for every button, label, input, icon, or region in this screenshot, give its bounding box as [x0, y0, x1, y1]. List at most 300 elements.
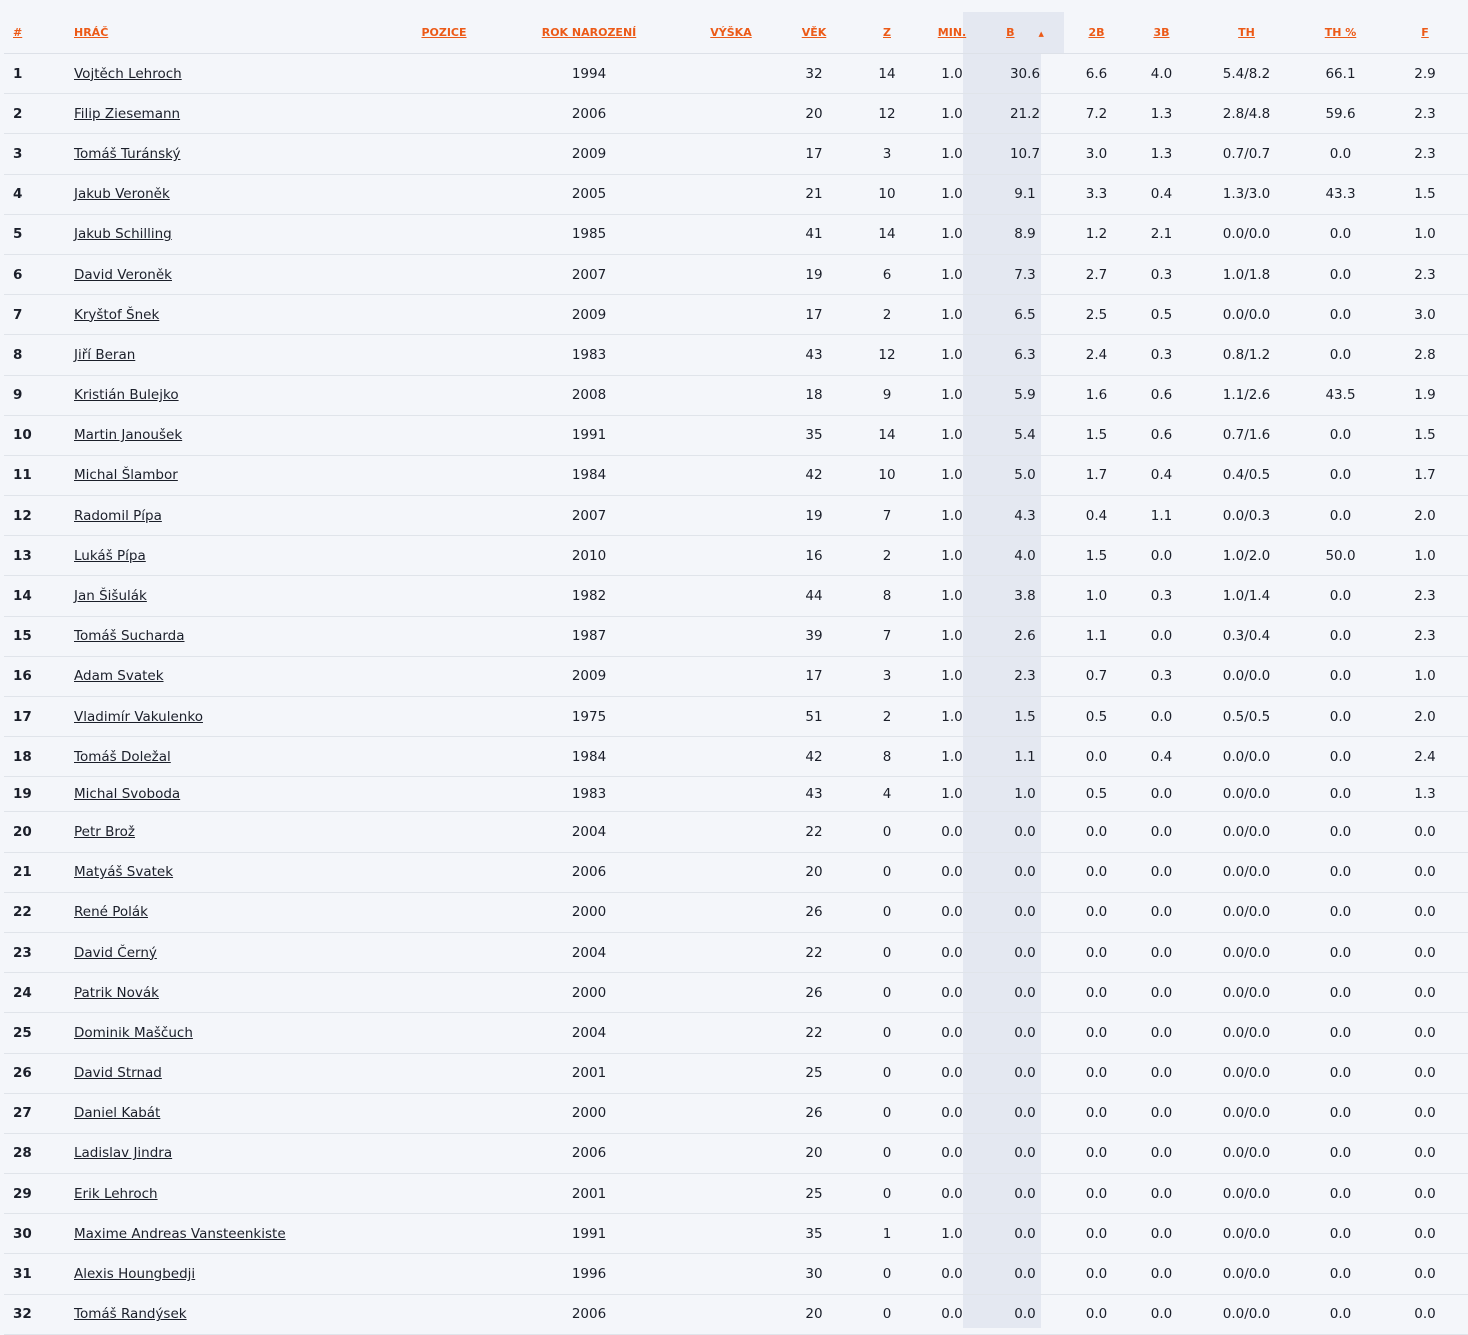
points-cell: 21.2 — [986, 94, 1064, 134]
points-cell: 0.0 — [986, 973, 1064, 1013]
age-cell: 43 — [772, 777, 856, 812]
header-rank[interactable]: # — [4, 12, 70, 54]
position-cell — [400, 777, 488, 812]
free-throw-pct-cell: 0.0 — [1299, 973, 1382, 1013]
table-row — [4, 932, 1468, 972]
table-row — [4, 812, 1468, 852]
points-cell: 4.0 — [986, 536, 1064, 576]
player-name-link[interactable]: Filip Ziesemann — [74, 105, 181, 122]
height-cell — [690, 1174, 772, 1214]
games-cell: 12 — [856, 335, 918, 375]
three-pointers-cell: 1.3 — [1129, 134, 1194, 174]
birth-year-cell: 1983 — [488, 335, 690, 375]
minutes-cell: 0.0 — [918, 1093, 986, 1133]
position-cell — [400, 134, 488, 174]
position-cell — [400, 737, 488, 777]
header-free-throw-pct[interactable]: TH % — [1299, 12, 1382, 54]
two-pointers-cell: 3.0 — [1064, 134, 1129, 174]
height-cell — [690, 94, 772, 134]
age-cell: 20 — [772, 1294, 856, 1334]
free-throws-cell: 0.0/0.0 — [1194, 1254, 1299, 1294]
height-cell — [690, 254, 772, 294]
player-name-link[interactable]: Erik Lehroch — [74, 1185, 158, 1202]
games-cell: 10 — [856, 174, 918, 214]
games-cell: 6 — [856, 254, 918, 294]
two-pointers-cell: 7.2 — [1064, 94, 1129, 134]
two-pointers-cell: 1.5 — [1064, 536, 1129, 576]
rank-cell: 1 — [4, 54, 70, 94]
height-cell — [690, 536, 772, 576]
free-throws-cell: 0.0/0.0 — [1194, 852, 1299, 892]
table-row — [4, 335, 1468, 375]
free-throws-cell: 1.1/2.6 — [1194, 375, 1299, 415]
three-pointers-cell: 0.0 — [1129, 1294, 1194, 1334]
three-pointers-cell: 1.1 — [1129, 496, 1194, 536]
rank-cell: 26 — [4, 1053, 70, 1093]
games-cell: 1 — [856, 1214, 918, 1254]
games-cell: 2 — [856, 295, 918, 335]
table-row — [4, 1093, 1468, 1133]
fouls-cell: 1.5 — [1382, 174, 1468, 214]
two-pointers-cell: 0.0 — [1064, 1053, 1129, 1093]
sort-arrow-icon: ▲ — [1038, 30, 1044, 38]
three-pointers-cell: 4.0 — [1129, 54, 1194, 94]
free-throw-pct-cell: 0.0 — [1299, 737, 1382, 777]
free-throw-pct-cell: 0.0 — [1299, 496, 1382, 536]
header-height[interactable]: VÝŠKA — [690, 12, 772, 54]
header-games[interactable]: Z — [856, 12, 918, 54]
free-throws-cell: 2.8/4.8 — [1194, 94, 1299, 134]
three-pointers-cell: 0.0 — [1129, 777, 1194, 812]
height-cell — [690, 174, 772, 214]
table-row — [4, 455, 1468, 495]
two-pointers-cell: 6.6 — [1064, 54, 1129, 94]
header-minutes[interactable]: MIN. — [918, 12, 986, 54]
player-name-link[interactable]: David Veroněk — [74, 266, 172, 283]
free-throws-cell: 0.5/0.5 — [1194, 697, 1299, 737]
table-body — [4, 54, 1468, 1335]
player-name-link[interactable]: Tomáš Doležal — [74, 748, 171, 765]
height-cell — [690, 455, 772, 495]
player-name-link[interactable]: Kryštof Šnek — [74, 306, 160, 323]
fouls-cell: 2.3 — [1382, 254, 1468, 294]
free-throws-cell: 1.3/3.0 — [1194, 174, 1299, 214]
table-row — [4, 496, 1468, 536]
table-row — [4, 1294, 1468, 1334]
minutes-cell: 0.0 — [918, 1133, 986, 1173]
header-age[interactable]: VĚK — [772, 12, 856, 54]
minutes-cell: 1.0 — [918, 697, 986, 737]
fouls-cell: 0.0 — [1382, 1093, 1468, 1133]
header-position[interactable]: POZICE — [400, 12, 488, 54]
minutes-cell: 0.0 — [918, 1053, 986, 1093]
height-cell — [690, 1053, 772, 1093]
header-points[interactable] — [986, 12, 1064, 54]
age-cell: 43 — [772, 335, 856, 375]
age-cell: 30 — [772, 1254, 856, 1294]
two-pointers-cell: 0.0 — [1064, 1174, 1129, 1214]
games-cell: 14 — [856, 54, 918, 94]
height-cell — [690, 892, 772, 932]
age-cell: 32 — [772, 54, 856, 94]
player-name-cell — [70, 1254, 400, 1294]
rank-cell: 9 — [4, 375, 70, 415]
player-name-link[interactable]: David Černý — [74, 944, 157, 961]
player-name-link[interactable]: René Polák — [74, 904, 148, 921]
points-cell: 4.3 — [986, 496, 1064, 536]
games-cell: 3 — [856, 656, 918, 696]
three-pointers-cell: 0.0 — [1129, 812, 1194, 852]
player-name-link[interactable]: Dominik Maščuch — [74, 1024, 193, 1041]
rank-cell: 25 — [4, 1013, 70, 1053]
player-name-link[interactable]: Martin Janoušek — [74, 427, 183, 444]
games-cell: 7 — [856, 496, 918, 536]
minutes-cell: 0.0 — [918, 892, 986, 932]
free-throws-cell: 0.0/0.0 — [1194, 1093, 1299, 1133]
header-fouls[interactable]: F — [1382, 12, 1468, 54]
free-throw-pct-cell: 0.0 — [1299, 214, 1382, 254]
position-cell — [400, 54, 488, 94]
player-name-link[interactable]: Petr Brož — [74, 823, 135, 840]
three-pointers-cell: 0.0 — [1129, 1133, 1194, 1173]
age-cell: 35 — [772, 415, 856, 455]
three-pointers-cell: 0.0 — [1129, 932, 1194, 972]
rank-cell: 17 — [4, 697, 70, 737]
header-two-pointers[interactable]: 2B — [1064, 12, 1129, 54]
fouls-cell: 0.0 — [1382, 1294, 1468, 1334]
position-cell — [400, 1093, 488, 1133]
free-throw-pct-cell: 43.5 — [1299, 375, 1382, 415]
player-name-link[interactable]: David Strnad — [74, 1065, 162, 1082]
points-cell: 0.0 — [986, 1093, 1064, 1133]
points-cell: 30.6 — [986, 54, 1064, 94]
age-cell: 39 — [772, 616, 856, 656]
table-row — [4, 1254, 1468, 1294]
position-cell — [400, 1013, 488, 1053]
table-row — [4, 1174, 1468, 1214]
games-cell: 2 — [856, 536, 918, 576]
minutes-cell: 1.0 — [918, 295, 986, 335]
birth-year-cell: 2006 — [488, 852, 690, 892]
free-throws-cell: 0.0/0.0 — [1194, 1013, 1299, 1053]
birth-year-cell: 1987 — [488, 616, 690, 656]
player-name-link[interactable]: Radomil Pípa — [74, 507, 162, 524]
rank-cell: 22 — [4, 892, 70, 932]
birth-year-cell: 1984 — [488, 455, 690, 495]
games-cell: 0 — [856, 812, 918, 852]
position-cell — [400, 174, 488, 214]
age-cell: 18 — [772, 375, 856, 415]
free-throw-pct-cell: 43.3 — [1299, 174, 1382, 214]
points-cell: 0.0 — [986, 1053, 1064, 1093]
fouls-cell: 0.0 — [1382, 1214, 1468, 1254]
header-player[interactable]: HRÁČ — [70, 12, 400, 54]
points-cell: 0.0 — [986, 852, 1064, 892]
three-pointers-cell: 0.0 — [1129, 1013, 1194, 1053]
minutes-cell: 1.0 — [918, 616, 986, 656]
rank-cell: 27 — [4, 1093, 70, 1133]
free-throw-pct-cell: 0.0 — [1299, 134, 1382, 174]
two-pointers-cell: 0.0 — [1064, 973, 1129, 1013]
birth-year-cell: 2007 — [488, 496, 690, 536]
points-cell: 2.3 — [986, 656, 1064, 696]
table-row — [4, 1013, 1468, 1053]
player-name-link[interactable]: Patrik Novák — [74, 984, 159, 1001]
three-pointers-cell: 0.4 — [1129, 737, 1194, 777]
header-three-pointers[interactable]: 3B — [1129, 12, 1194, 54]
birth-year-cell: 2000 — [488, 1093, 690, 1133]
player-name-link[interactable]: Vojtěch Lehroch — [74, 65, 182, 82]
two-pointers-cell: 0.5 — [1064, 777, 1129, 812]
free-throw-pct-cell: 0.0 — [1299, 812, 1382, 852]
age-cell: 19 — [772, 496, 856, 536]
table-row — [4, 536, 1468, 576]
two-pointers-cell: 0.0 — [1064, 812, 1129, 852]
games-cell: 0 — [856, 973, 918, 1013]
fouls-cell: 1.0 — [1382, 536, 1468, 576]
birth-year-cell: 1991 — [488, 415, 690, 455]
three-pointers-cell: 0.0 — [1129, 1174, 1194, 1214]
games-cell: 0 — [856, 1013, 918, 1053]
two-pointers-cell: 2.4 — [1064, 335, 1129, 375]
fouls-cell: 1.9 — [1382, 375, 1468, 415]
birth-year-cell: 2010 — [488, 536, 690, 576]
player-name-cell — [70, 932, 400, 972]
points-cell: 5.0 — [986, 455, 1064, 495]
games-cell: 8 — [856, 737, 918, 777]
height-cell — [690, 295, 772, 335]
minutes-cell: 1.0 — [918, 576, 986, 616]
player-name-link[interactable]: Jakub Veroněk — [74, 186, 170, 203]
table-row — [4, 973, 1468, 1013]
three-pointers-cell: 0.3 — [1129, 576, 1194, 616]
player-name-link[interactable]: Maxime Andreas Vansteenkiste — [74, 1225, 286, 1242]
birth-year-cell: 2004 — [488, 812, 690, 852]
fouls-cell: 0.0 — [1382, 1133, 1468, 1173]
games-cell: 0 — [856, 1093, 918, 1133]
games-cell: 8 — [856, 576, 918, 616]
table-row — [4, 616, 1468, 656]
position-cell — [400, 576, 488, 616]
player-name-link[interactable]: Ladislav Jindra — [74, 1145, 173, 1162]
rank-cell: 14 — [4, 576, 70, 616]
rank-cell: 19 — [4, 777, 70, 812]
player-name-cell — [70, 496, 400, 536]
player-name-cell — [70, 576, 400, 616]
birth-year-cell: 1975 — [488, 697, 690, 737]
age-cell: 17 — [772, 295, 856, 335]
points-cell: 1.5 — [986, 697, 1064, 737]
games-cell: 0 — [856, 1133, 918, 1173]
header-free-throws[interactable]: TH — [1194, 12, 1299, 54]
two-pointers-cell: 1.5 — [1064, 415, 1129, 455]
player-name-link[interactable]: Alexis Houngbedji — [74, 1266, 196, 1283]
player-name-link[interactable]: Adam Svatek — [74, 668, 164, 685]
games-cell: 0 — [856, 1053, 918, 1093]
height-cell — [690, 812, 772, 852]
player-name-link[interactable]: Lukáš Pípa — [74, 547, 146, 564]
table-row — [4, 892, 1468, 932]
height-cell — [690, 1294, 772, 1334]
two-pointers-cell: 0.5 — [1064, 697, 1129, 737]
free-throw-pct-cell: 0.0 — [1299, 1254, 1382, 1294]
two-pointers-cell: 0.0 — [1064, 1013, 1129, 1053]
player-name-cell — [70, 892, 400, 932]
two-pointers-cell: 0.7 — [1064, 656, 1129, 696]
games-cell: 14 — [856, 214, 918, 254]
height-cell — [690, 656, 772, 696]
player-name-link[interactable]: Jakub Schilling — [74, 226, 172, 243]
player-name-link[interactable]: Daniel Kabát — [74, 1105, 161, 1122]
three-pointers-cell: 0.0 — [1129, 1214, 1194, 1254]
rank-cell: 10 — [4, 415, 70, 455]
two-pointers-cell: 0.0 — [1064, 1093, 1129, 1133]
fouls-cell: 1.3 — [1382, 777, 1468, 812]
height-cell — [690, 1254, 772, 1294]
birth-year-cell: 1984 — [488, 737, 690, 777]
player-name-cell — [70, 697, 400, 737]
minutes-cell: 1.0 — [918, 335, 986, 375]
fouls-cell: 2.9 — [1382, 54, 1468, 94]
player-name-cell — [70, 812, 400, 852]
free-throws-cell: 1.0/1.4 — [1194, 576, 1299, 616]
games-cell: 0 — [856, 892, 918, 932]
minutes-cell: 1.0 — [918, 656, 986, 696]
free-throws-cell: 0.0/0.0 — [1194, 1133, 1299, 1173]
age-cell: 22 — [772, 812, 856, 852]
fouls-cell: 1.0 — [1382, 214, 1468, 254]
free-throw-pct-cell: 0.0 — [1299, 932, 1382, 972]
birth-year-cell: 2007 — [488, 254, 690, 294]
player-name-link[interactable]: Tomáš Randýsek — [74, 1306, 187, 1323]
two-pointers-cell: 1.7 — [1064, 455, 1129, 495]
points-cell: 5.9 — [986, 375, 1064, 415]
table-row — [4, 375, 1468, 415]
player-name-cell — [70, 1053, 400, 1093]
minutes-cell: 1.0 — [918, 455, 986, 495]
free-throw-pct-cell: 0.0 — [1299, 852, 1382, 892]
games-cell: 0 — [856, 1294, 918, 1334]
free-throw-pct-cell: 0.0 — [1299, 254, 1382, 294]
two-pointers-cell: 2.5 — [1064, 295, 1129, 335]
fouls-cell: 2.4 — [1382, 737, 1468, 777]
player-name-link[interactable]: Tomáš Sucharda — [74, 628, 185, 645]
points-cell: 7.3 — [986, 254, 1064, 294]
rank-cell: 18 — [4, 737, 70, 777]
fouls-cell: 0.0 — [1382, 892, 1468, 932]
minutes-cell: 1.0 — [918, 254, 986, 294]
fouls-cell: 2.3 — [1382, 576, 1468, 616]
player-name-cell — [70, 1294, 400, 1334]
fouls-cell: 0.0 — [1382, 1013, 1468, 1053]
minutes-cell: 1.0 — [918, 174, 986, 214]
free-throws-cell: 1.0/2.0 — [1194, 536, 1299, 576]
age-cell: 20 — [772, 1133, 856, 1173]
free-throw-pct-cell: 0.0 — [1299, 455, 1382, 495]
games-cell: 0 — [856, 1174, 918, 1214]
age-cell: 26 — [772, 973, 856, 1013]
points-cell: 6.5 — [986, 295, 1064, 335]
birth-year-cell: 1994 — [488, 54, 690, 94]
free-throw-pct-cell: 50.0 — [1299, 536, 1382, 576]
position-cell — [400, 616, 488, 656]
free-throw-pct-cell: 0.0 — [1299, 892, 1382, 932]
height-cell — [690, 214, 772, 254]
minutes-cell: 1.0 — [918, 54, 986, 94]
games-cell: 3 — [856, 134, 918, 174]
birth-year-cell: 1991 — [488, 1214, 690, 1254]
games-cell: 9 — [856, 375, 918, 415]
age-cell: 51 — [772, 697, 856, 737]
two-pointers-cell: 0.4 — [1064, 496, 1129, 536]
minutes-cell: 1.0 — [918, 415, 986, 455]
position-cell — [400, 455, 488, 495]
minutes-cell: 1.0 — [918, 536, 986, 576]
player-name-link[interactable]: Vladimír Vakulenko — [74, 708, 203, 725]
position-cell — [400, 94, 488, 134]
header-birth-year[interactable]: ROK NAROZENÍ — [488, 12, 690, 54]
player-name-link[interactable]: Tomáš Turánský — [74, 145, 181, 162]
player-name-link[interactable]: Matyáš Svatek — [74, 864, 174, 881]
rank-cell: 15 — [4, 616, 70, 656]
minutes-cell: 1.0 — [918, 777, 986, 812]
two-pointers-cell: 2.7 — [1064, 254, 1129, 294]
minutes-cell: 0.0 — [918, 1174, 986, 1214]
rank-cell: 13 — [4, 536, 70, 576]
free-throw-pct-cell: 59.6 — [1299, 94, 1382, 134]
free-throw-pct-cell: 0.0 — [1299, 295, 1382, 335]
minutes-cell: 1.0 — [918, 375, 986, 415]
player-name-link[interactable]: Jan Šišulák — [74, 588, 147, 605]
height-cell — [690, 496, 772, 536]
free-throws-cell: 0.0/0.0 — [1194, 295, 1299, 335]
player-name-link[interactable]: Michal Svoboda — [74, 786, 181, 803]
player-name-link[interactable]: Kristián Bulejko — [74, 387, 179, 404]
free-throws-cell: 5.4/8.2 — [1194, 54, 1299, 94]
position-cell — [400, 1294, 488, 1334]
position-cell — [400, 932, 488, 972]
points-cell: 0.0 — [986, 932, 1064, 972]
fouls-cell: 1.5 — [1382, 415, 1468, 455]
table-row — [4, 1053, 1468, 1093]
minutes-cell: 1.0 — [918, 1214, 986, 1254]
rank-cell: 7 — [4, 295, 70, 335]
birth-year-cell: 2009 — [488, 134, 690, 174]
rank-cell: 2 — [4, 94, 70, 134]
minutes-cell: 1.0 — [918, 496, 986, 536]
player-name-link[interactable]: Jiří Beran — [74, 346, 136, 363]
games-cell: 7 — [856, 616, 918, 656]
birth-year-cell: 2005 — [488, 174, 690, 214]
minutes-cell: 1.0 — [918, 214, 986, 254]
player-name-link[interactable]: Michal Šlambor — [74, 467, 178, 484]
free-throw-pct-cell: 0.0 — [1299, 1053, 1382, 1093]
birth-year-cell: 1983 — [488, 777, 690, 812]
height-cell — [690, 697, 772, 737]
table-row — [4, 134, 1468, 174]
free-throws-cell: 0.0/0.0 — [1194, 1214, 1299, 1254]
points-cell: 8.9 — [986, 214, 1064, 254]
player-name-cell — [70, 335, 400, 375]
three-pointers-cell: 0.3 — [1129, 335, 1194, 375]
free-throw-pct-cell: 0.0 — [1299, 1013, 1382, 1053]
fouls-cell: 2.0 — [1382, 697, 1468, 737]
three-pointers-cell: 2.1 — [1129, 214, 1194, 254]
position-cell — [400, 536, 488, 576]
table-row — [4, 1133, 1468, 1173]
height-cell — [690, 375, 772, 415]
table-row — [4, 295, 1468, 335]
